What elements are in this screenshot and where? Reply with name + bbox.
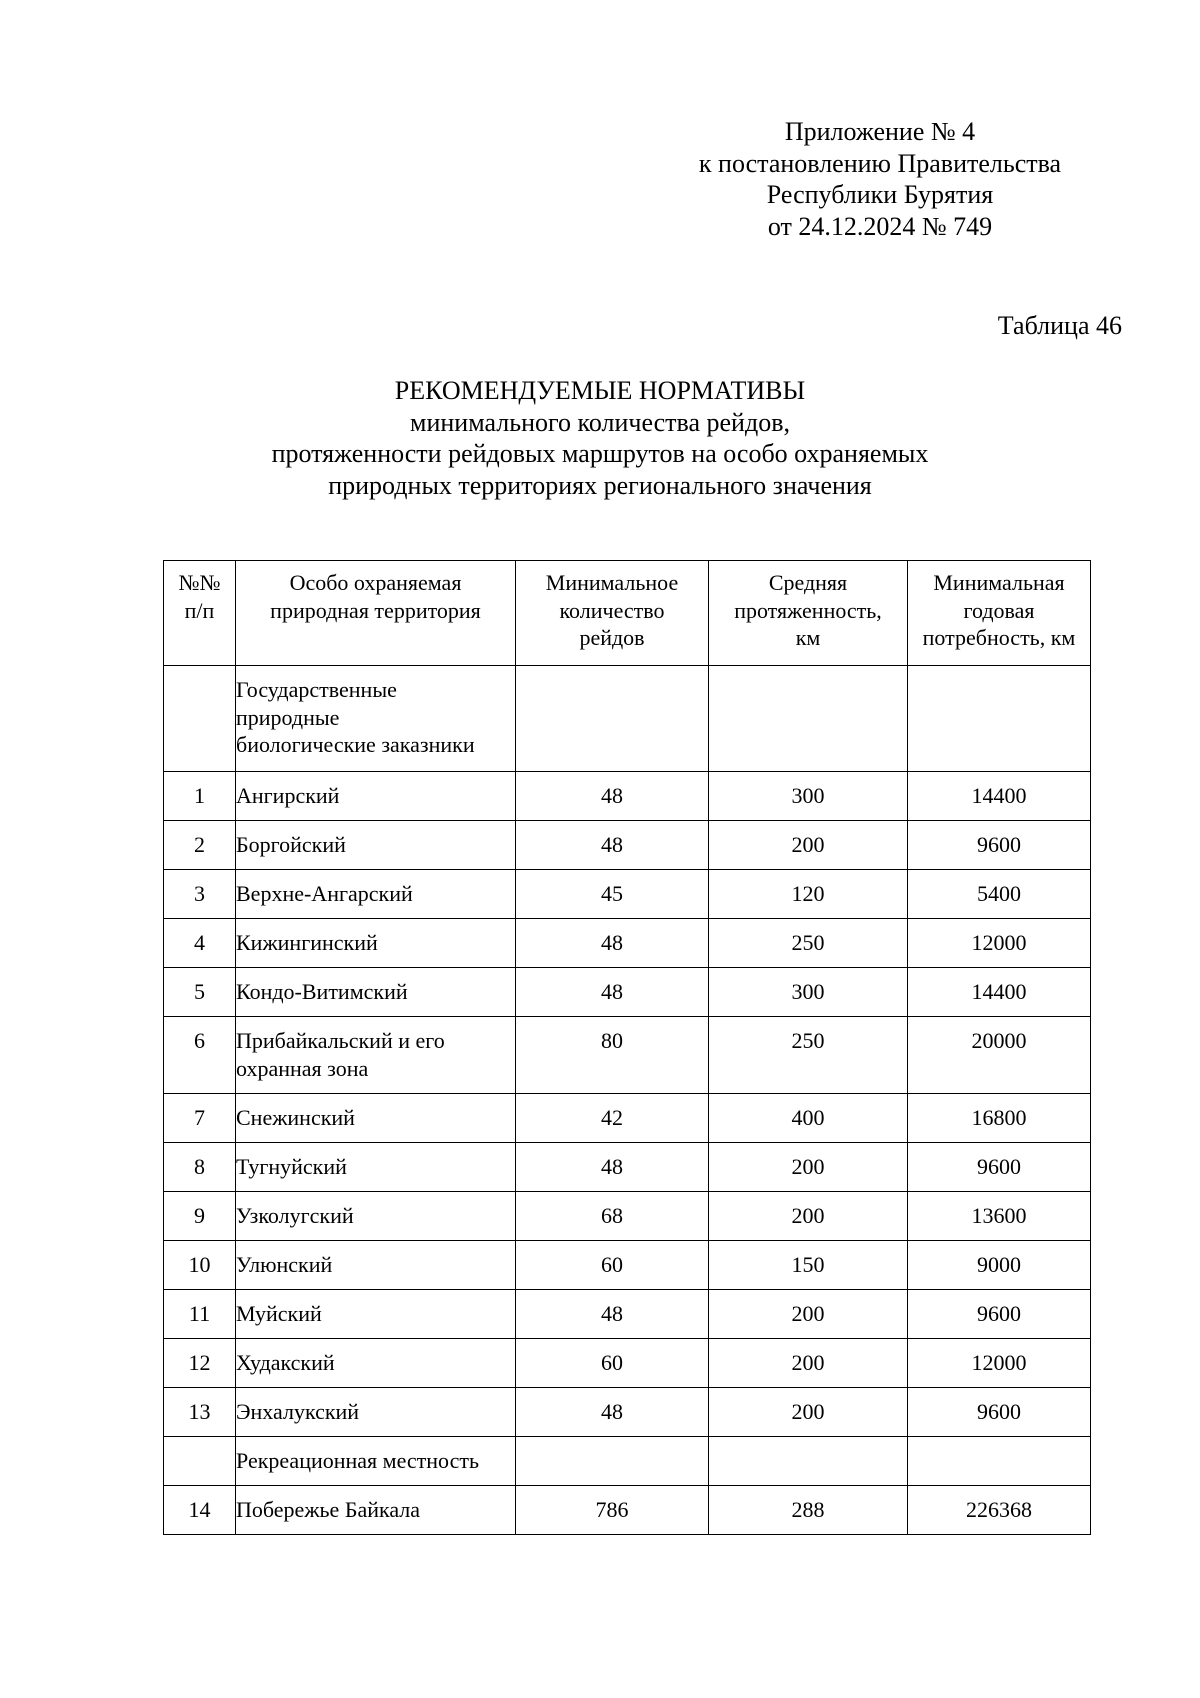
row-number: 9 xyxy=(164,1192,236,1241)
section-empty-cell xyxy=(908,1437,1091,1486)
row-number: 13 xyxy=(164,1388,236,1437)
row-territory-line: охранная зона xyxy=(236,1055,369,1081)
table-row xyxy=(164,1241,1091,1290)
table-header-row xyxy=(164,561,1091,666)
row-number: 5 xyxy=(164,968,236,1017)
row-territory: Верхне-Ангарский xyxy=(236,870,516,919)
row-number: 4 xyxy=(164,919,236,968)
section-empty-cell xyxy=(516,666,709,772)
row-min-raids: 45 xyxy=(516,870,709,919)
row-territory: Боргойский xyxy=(236,821,516,870)
row-min-raids: 68 xyxy=(516,1192,709,1241)
row-number: 7 xyxy=(164,1094,236,1143)
row-avg-length: 200 xyxy=(709,1339,908,1388)
header-annual-need-line: потребность, км xyxy=(922,625,1076,650)
row-number: 8 xyxy=(164,1143,236,1192)
table-row xyxy=(164,968,1091,1017)
row-min-raids: 48 xyxy=(516,968,709,1017)
header-number-line: №№ xyxy=(178,570,221,595)
row-annual-need: 12000 xyxy=(908,919,1091,968)
row-annual-need: 226368 xyxy=(908,1486,1091,1535)
row-annual-need: 16800 xyxy=(908,1094,1091,1143)
header-min-raids-line: Минимальное xyxy=(545,570,679,595)
row-territory: Энхалукский xyxy=(236,1388,516,1437)
row-annual-need: 9600 xyxy=(908,1143,1091,1192)
section-empty-cell xyxy=(709,666,908,772)
table-row xyxy=(164,1143,1091,1192)
table-row xyxy=(164,870,1091,919)
section-row-reserves xyxy=(164,666,1091,772)
header-territory-line: Особо охраняемая xyxy=(289,570,462,595)
title-line-2: минимального количества рейдов, xyxy=(410,407,790,437)
row-avg-length: 200 xyxy=(709,1143,908,1192)
row-annual-need: 14400 xyxy=(908,968,1091,1017)
header-annual-need-line: годовая xyxy=(963,597,1035,623)
row-number: 14 xyxy=(164,1486,236,1535)
header-avg-length-line: Средняя xyxy=(768,570,848,595)
row-number: 3 xyxy=(164,870,236,919)
table-row xyxy=(164,1388,1091,1437)
section-title-cell xyxy=(236,666,516,772)
row-annual-need: 20000 xyxy=(908,1017,1091,1094)
appendix-line-3: Республики Бурятия xyxy=(766,180,994,209)
row-avg-length: 200 xyxy=(709,1388,908,1437)
row-territory: Узколугский xyxy=(236,1192,516,1241)
table-row xyxy=(164,1290,1091,1339)
row-avg-length: 300 xyxy=(709,772,908,821)
row-min-raids: 48 xyxy=(516,1290,709,1339)
row-annual-need: 9600 xyxy=(908,1388,1091,1437)
appendix-header xyxy=(640,116,1120,242)
norms-table xyxy=(163,560,1091,1535)
row-annual-need: 9600 xyxy=(908,1290,1091,1339)
section-empty-cell xyxy=(709,1437,908,1486)
row-annual-need: 12000 xyxy=(908,1339,1091,1388)
row-number: 6 xyxy=(164,1017,236,1094)
table-row xyxy=(164,1339,1091,1388)
table-label: Таблица 46 xyxy=(997,311,1122,340)
section-title-line: природные xyxy=(236,704,340,730)
row-territory xyxy=(236,1017,516,1094)
row-avg-length: 200 xyxy=(709,1290,908,1339)
row-min-raids: 48 xyxy=(516,1388,709,1437)
header-min-raids-line: количество xyxy=(559,597,665,623)
row-number: 10 xyxy=(164,1241,236,1290)
row-territory-line: Прибайкальский и его xyxy=(236,1028,445,1053)
section-title-cell xyxy=(236,1437,516,1486)
section-empty-cell xyxy=(516,1437,709,1486)
document-title xyxy=(150,375,1050,501)
header-number-line: п/п xyxy=(184,597,215,623)
title-heading: РЕКОМЕНДУЕМЫЕ НОРМАТИВЫ xyxy=(394,376,806,405)
row-annual-need: 9600 xyxy=(908,821,1091,870)
row-territory: Кондо-Витимский xyxy=(236,968,516,1017)
row-min-raids: 48 xyxy=(516,919,709,968)
title-line-4: природных территориях регионального значения xyxy=(328,470,872,500)
header-min-raids-line: рейдов xyxy=(579,625,645,650)
row-avg-length: 250 xyxy=(709,919,908,968)
row-number: 2 xyxy=(164,821,236,870)
row-avg-length: 400 xyxy=(709,1094,908,1143)
section-number-cell xyxy=(164,1437,236,1486)
row-avg-length: 200 xyxy=(709,821,908,870)
header-territory xyxy=(236,561,516,666)
appendix-line-2: к постановлению Правительства xyxy=(698,148,1062,178)
row-territory: Кижингинский xyxy=(236,919,516,968)
row-annual-need: 9000 xyxy=(908,1241,1091,1290)
row-min-raids: 786 xyxy=(516,1486,709,1535)
table-row xyxy=(164,772,1091,821)
table-row xyxy=(164,919,1091,968)
header-avg-length-line: протяженность, xyxy=(734,597,882,623)
row-min-raids: 60 xyxy=(516,1339,709,1388)
section-title-line: Государственные xyxy=(236,677,397,702)
row-min-raids: 60 xyxy=(516,1241,709,1290)
row-territory: Ангирский xyxy=(236,772,516,821)
table-row xyxy=(164,1192,1091,1241)
row-territory: Снежинский xyxy=(236,1094,516,1143)
row-territory: Муйский xyxy=(236,1290,516,1339)
row-number: 12 xyxy=(164,1339,236,1388)
row-min-raids: 42 xyxy=(516,1094,709,1143)
section-empty-cell xyxy=(908,666,1091,772)
section-row-recreation xyxy=(164,1437,1091,1486)
row-territory: Улюнский xyxy=(236,1241,516,1290)
row-avg-length: 150 xyxy=(709,1241,908,1290)
header-annual-need xyxy=(908,561,1091,666)
title-line-3: протяженности рейдовых маршрутов на особо охраняемых xyxy=(271,439,929,468)
header-annual-need-line: Минимальная xyxy=(933,570,1065,595)
row-avg-length: 250 xyxy=(709,1017,908,1094)
row-territory: Тугнуйский xyxy=(236,1143,516,1192)
section-number-cell xyxy=(164,666,236,772)
header-territory-line: природная территория xyxy=(270,597,481,623)
row-avg-length: 120 xyxy=(709,870,908,919)
table-row xyxy=(164,1486,1091,1535)
header-min-raids xyxy=(516,561,709,666)
appendix-line-1: Приложение № 4 xyxy=(784,117,976,146)
row-min-raids: 80 xyxy=(516,1017,709,1094)
row-annual-need: 5400 xyxy=(908,870,1091,919)
row-avg-length: 288 xyxy=(709,1486,908,1535)
row-min-raids: 48 xyxy=(516,821,709,870)
row-min-raids: 48 xyxy=(516,772,709,821)
row-number: 11 xyxy=(164,1290,236,1339)
header-avg-length xyxy=(709,561,908,666)
table-row xyxy=(164,1094,1091,1143)
header-number xyxy=(164,561,236,666)
row-avg-length: 300 xyxy=(709,968,908,1017)
section-title-line: Рекреационная местность xyxy=(236,1448,480,1473)
row-territory: Побережье Байкала xyxy=(236,1486,516,1535)
section-title-line: биологические заказники xyxy=(236,732,475,757)
header-avg-length-line: км xyxy=(795,625,821,650)
row-min-raids: 48 xyxy=(516,1143,709,1192)
row-annual-need: 13600 xyxy=(908,1192,1091,1241)
row-annual-need: 14400 xyxy=(908,772,1091,821)
table-row xyxy=(164,821,1091,870)
row-number: 1 xyxy=(164,772,236,821)
row-avg-length: 200 xyxy=(709,1192,908,1241)
appendix-line-4: от 24.12.2024 № 749 xyxy=(767,211,993,241)
row-territory: Худакский xyxy=(236,1339,516,1388)
table-row xyxy=(164,1017,1091,1094)
